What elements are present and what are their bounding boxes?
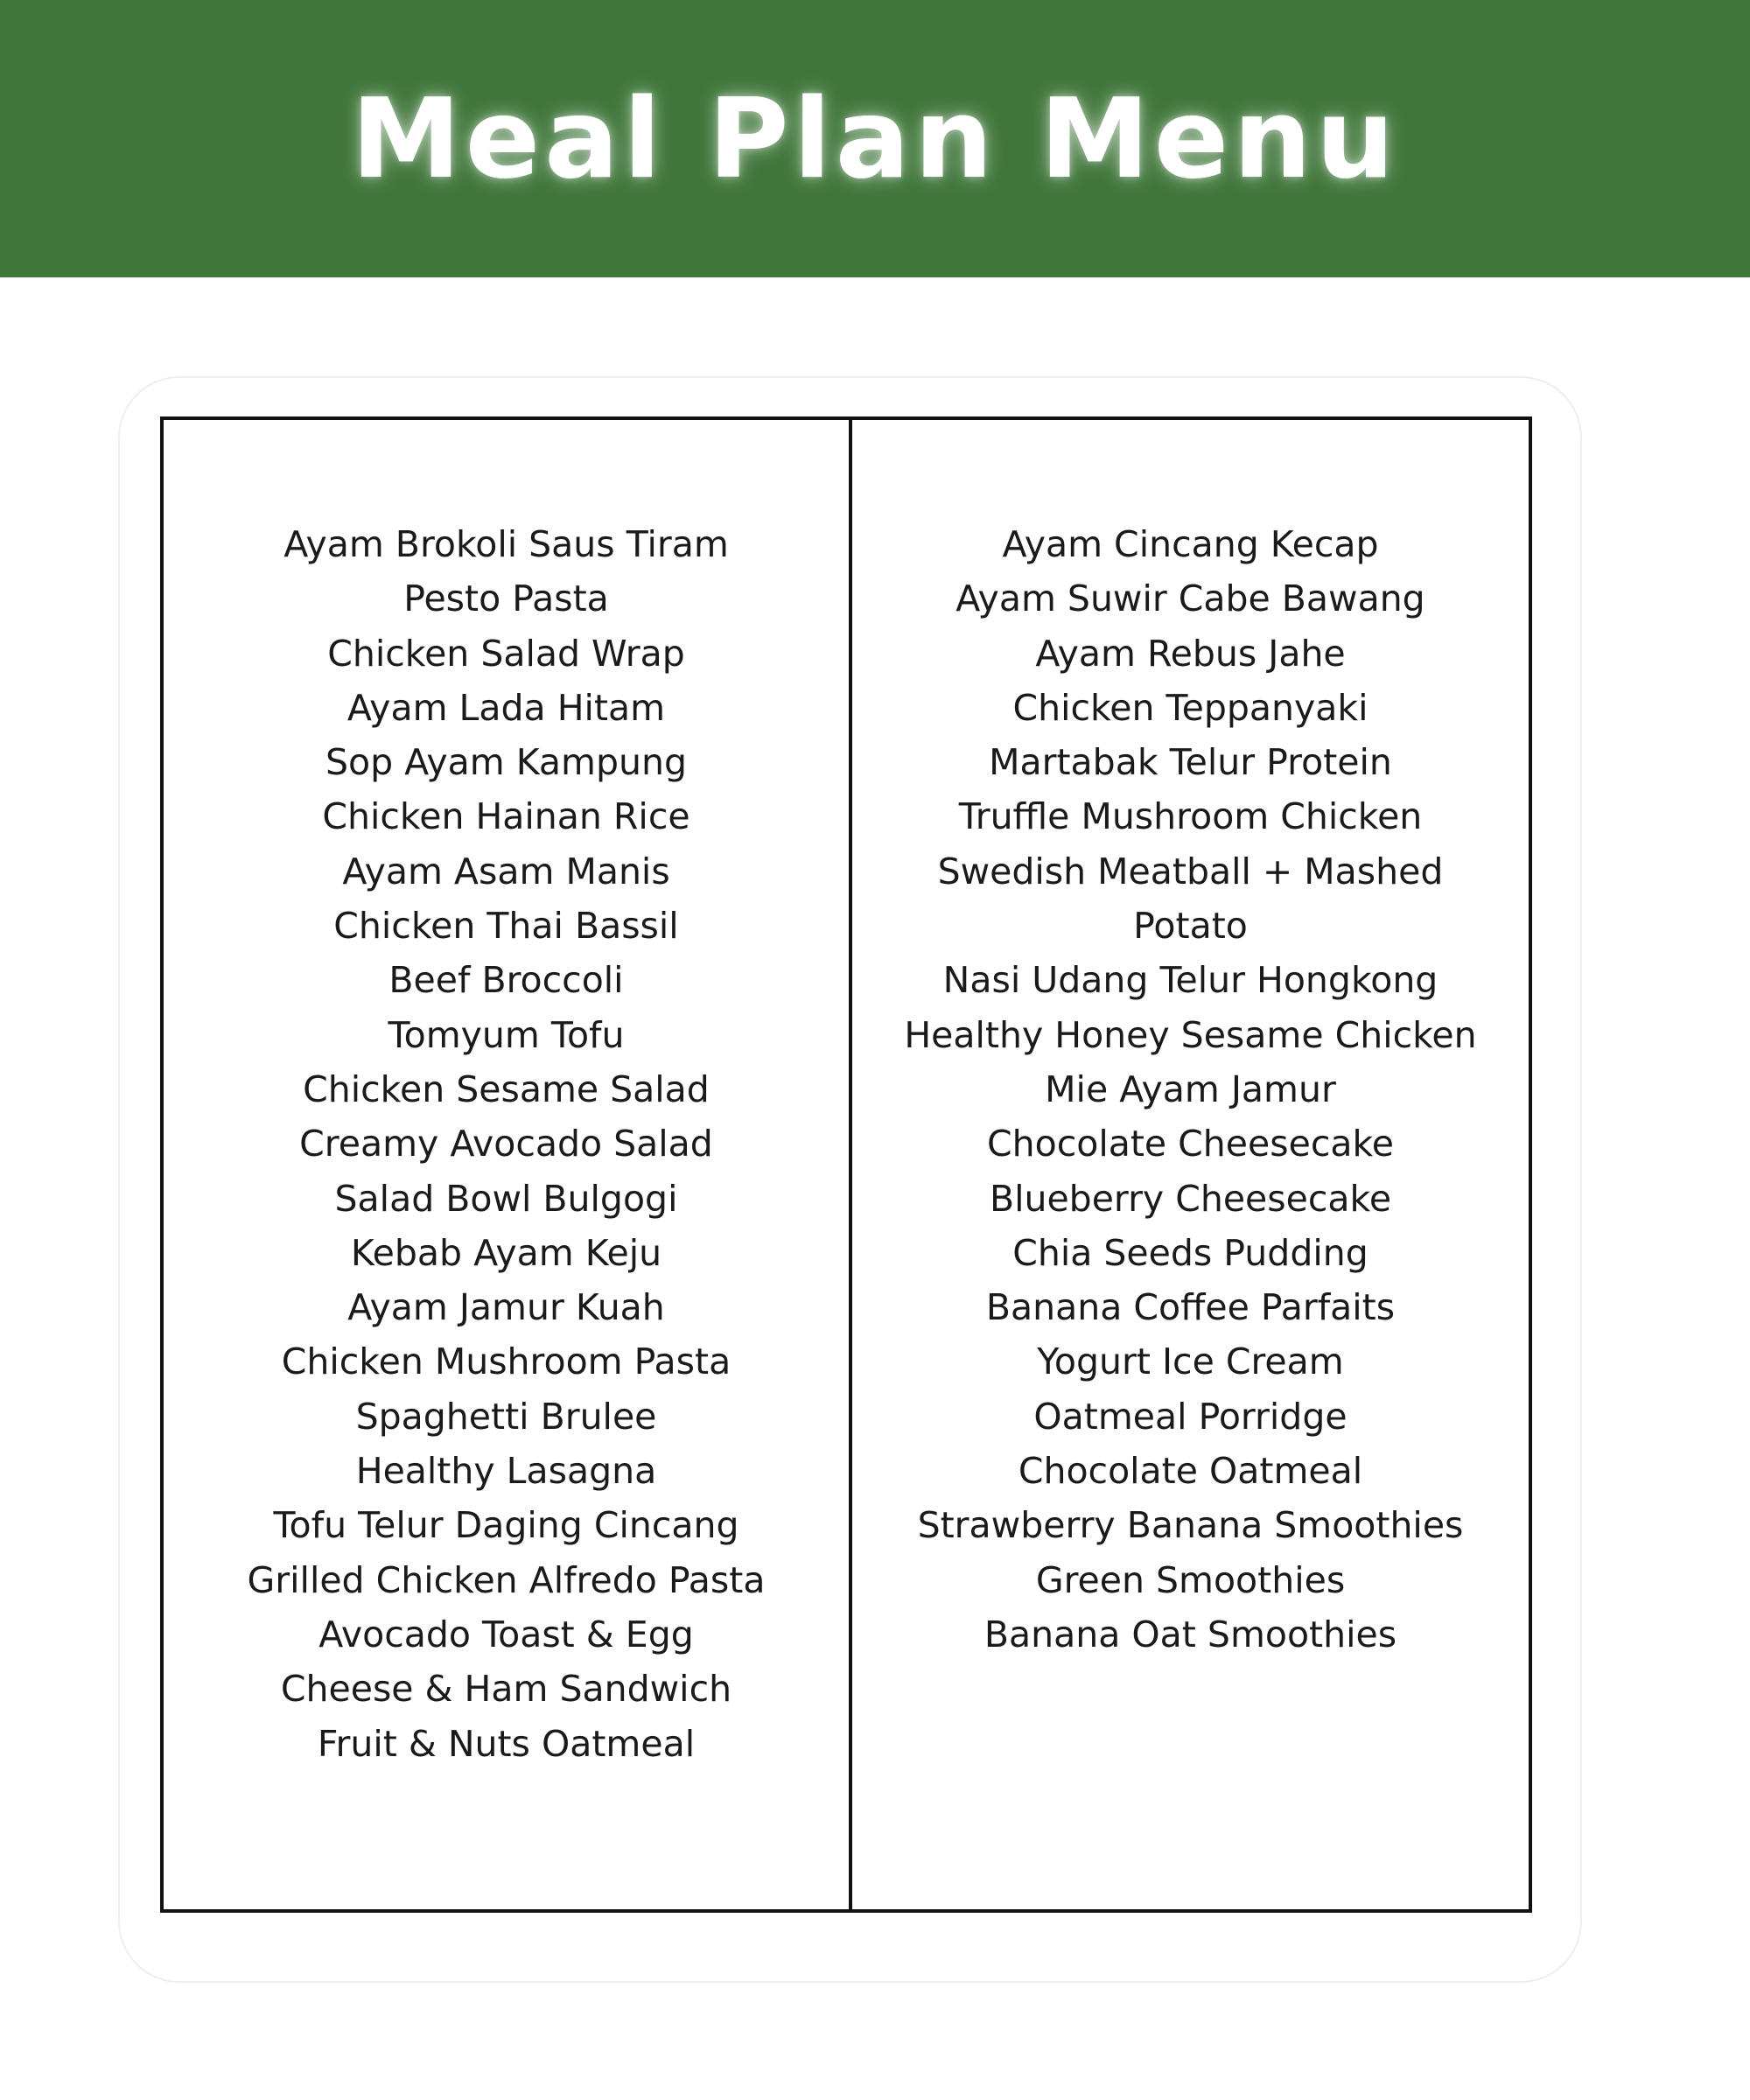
menu-item: Kebab Ayam Keju (350, 1231, 662, 1274)
menu-item: Chocolate Cheesecake (987, 1123, 1394, 1166)
menu-item: Yogurt Ice Cream (1037, 1340, 1344, 1383)
menu-item: Pesto Pasta (403, 578, 609, 620)
menu-item: Fruit & Nuts Oatmeal (317, 1722, 696, 1765)
menu-item: Chicken Sesame Salad (303, 1068, 710, 1110)
menu-item: Salad Bowl Bulgogi (334, 1177, 678, 1220)
menu-column-left (164, 420, 852, 1909)
menu-item: Potato (1133, 905, 1248, 948)
menu-item: Ayam Rebus Jahe (1035, 632, 1346, 675)
menu-item: Swedish Meatball + Mashed (937, 850, 1444, 892)
menu-table (160, 416, 1532, 1913)
menu-item: Martabak Telur Protein (989, 741, 1392, 784)
menu-item: Tomyum Tofu (388, 1013, 625, 1056)
menu-item: Ayam Suwir Cabe Bawang (956, 578, 1425, 620)
menu-item: Grilled Chicken Alfredo Pasta (247, 1558, 766, 1601)
menu-item: Beef Broccoli (388, 959, 624, 1002)
menu-item: Strawberry Banana Smoothies (917, 1504, 1464, 1547)
menu-item: Blueberry Cheesecake (989, 1177, 1392, 1220)
menu-item: Banana Oat Smoothies (984, 1613, 1397, 1656)
menu-item: Chicken Teppanyaki (1012, 686, 1368, 729)
menu-column-right (852, 420, 1529, 1909)
menu-item: Ayam Jamur Kuah (347, 1286, 665, 1329)
menu-item: Healthy Lasagna (355, 1450, 657, 1493)
header-banner (0, 0, 1750, 277)
menu-item: Banana Coffee Parfaits (985, 1286, 1396, 1329)
menu-item: Chocolate Oatmeal (1018, 1450, 1363, 1493)
menu-item: Healthy Honey Sesame Chicken (904, 1013, 1477, 1056)
menu-item: Mie Ayam Jamur (1045, 1068, 1336, 1110)
menu-item: Creamy Avocado Salad (299, 1123, 713, 1166)
menu-item: Tofu Telur Daging Cincang (273, 1504, 739, 1547)
menu-item: Chicken Salad Wrap (327, 632, 685, 675)
menu-item: Chicken Mushroom Pasta (281, 1340, 732, 1383)
menu-item: Truffle Mushroom Chicken (958, 795, 1423, 838)
menu-item: Spaghetti Brulee (355, 1395, 657, 1438)
page-title: Meal Plan Menu (351, 74, 1399, 203)
menu-item: Green Smoothies (1035, 1558, 1346, 1601)
menu-item: Ayam Brokoli Saus Tiram (284, 523, 729, 565)
menu-item: Oatmeal Porridge (1033, 1395, 1348, 1438)
menu-item: Ayam Lada Hitam (346, 686, 666, 729)
menu-item: Ayam Asam Manis (342, 850, 670, 892)
menu-item: Chia Seeds Pudding (1012, 1231, 1368, 1274)
menu-item: Cheese & Ham Sandwich (280, 1668, 732, 1711)
menu-item: Sop Ayam Kampung (325, 741, 688, 784)
menu-item: Ayam Cincang Kecap (1002, 523, 1379, 565)
menu-list-left (164, 517, 849, 1771)
menu-item: Chicken Hainan Rice (322, 795, 690, 838)
menu-list-right (852, 517, 1529, 1662)
menu-item: Nasi Udang Telur Hongkong (942, 959, 1438, 1002)
menu-item: Avocado Toast & Egg (318, 1613, 694, 1656)
menu-item: Chicken Thai Bassil (333, 905, 679, 948)
